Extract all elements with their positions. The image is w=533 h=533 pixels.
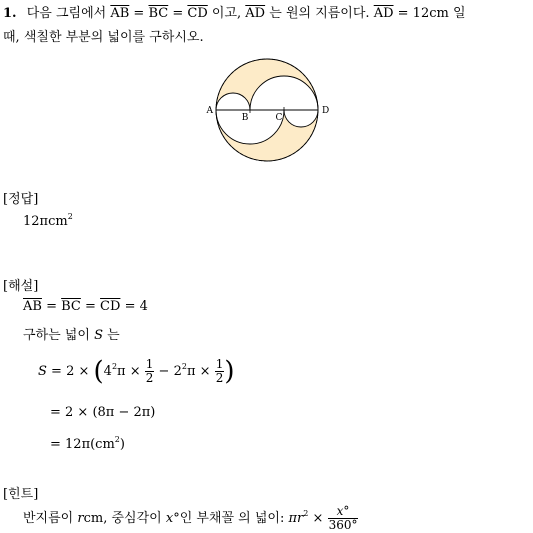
hint-formula: πr: [288, 511, 304, 526]
line2-var: S: [94, 328, 103, 343]
explanation-step3: [50, 435, 125, 452]
hint-x: x: [165, 511, 174, 526]
open-paren: (: [93, 356, 104, 387]
hint-formula-exp: 2: [303, 509, 309, 518]
t1-rest: π ×: [117, 364, 141, 379]
problem-number: 1.: [3, 6, 17, 21]
minus: −: [158, 364, 170, 379]
eq1-ab: $\overline{AB}$: [23, 299, 42, 314]
hint-deg: °: [173, 511, 180, 526]
hint-r: r: [77, 511, 84, 526]
segment-ad-2: $\overline{AD}$: [373, 6, 394, 21]
segment-bc: $\overline{BC}$: [148, 6, 169, 21]
segment-ad: $\overline{AD}$: [245, 6, 266, 21]
explanation-step2: = 2 × (8π − 2π): [50, 405, 156, 420]
fraction-2: [215, 358, 225, 385]
fraction-1-num: 1: [145, 357, 154, 371]
ad-value: = 12cm: [397, 6, 449, 21]
explanation-step1: [38, 352, 234, 387]
answer-value: [23, 212, 73, 229]
problem-text-a: 다음 그림에서: [26, 6, 107, 21]
close-paren: ): [224, 356, 235, 387]
hint-fraction: [328, 505, 359, 532]
hint-fraction-num: x°: [328, 505, 359, 519]
fraction-1: [145, 358, 155, 385]
fraction-2-num: 1: [215, 357, 224, 371]
t1-exp: 2: [111, 362, 118, 371]
explanation-header: [해설]: [3, 279, 39, 294]
step3-post: ): [119, 437, 125, 452]
label-c: C: [275, 113, 283, 123]
shaded-region-bottom: [216, 110, 318, 161]
answer-unit: cm: [48, 214, 68, 229]
line2-post: 는: [107, 328, 120, 343]
t2-base: 2: [173, 364, 182, 379]
step3-pre: = 12π(cm: [50, 437, 115, 452]
hint-header: [힌트]: [3, 487, 39, 502]
problem-line-2: 때, 색칠한 부분의 넓이를 구하시오.: [3, 30, 204, 45]
line2-pre: 구하는 넓이: [23, 328, 90, 343]
step1-var: S: [38, 364, 47, 379]
circle-figure: [200, 52, 340, 170]
label-b: B: [241, 113, 249, 123]
hint-times: ×: [312, 511, 324, 526]
hint-pre: 반지름이: [23, 511, 74, 526]
shaded-region-top: [216, 59, 318, 110]
eq1-bc: $\overline{BC}$: [61, 299, 81, 314]
answer-exponent: 2: [67, 212, 73, 221]
problem-text-d: 일: [452, 6, 466, 21]
fraction-1-den: 2: [145, 371, 154, 385]
problem-text-c: 는 원의 지름이다.: [269, 6, 370, 21]
problem-text-b: 이고,: [211, 6, 242, 21]
segment-ab: $\overline{AB}$: [110, 6, 130, 21]
t2-rest: π ×: [186, 364, 211, 379]
step3-exp: 2: [114, 435, 120, 444]
segment-cd: $\overline{CD}$: [187, 6, 208, 21]
hint-mid: 인 부채꼴 의 넓이:: [179, 511, 285, 526]
explanation-line2: [23, 324, 120, 343]
label-d: D: [322, 106, 330, 116]
fraction-2-den: 2: [215, 371, 224, 385]
hint-r-unit: cm, 중심각이: [83, 511, 162, 526]
eq1-cd: $\overline{CD}$: [100, 299, 121, 314]
hint-fraction-den: 360°: [328, 518, 358, 532]
t2-exp: 2: [181, 362, 187, 371]
step1-eq: = 2 ×: [51, 364, 90, 379]
answer-header: [정답]: [3, 192, 39, 207]
hint-text: [23, 500, 358, 533]
t1-base: 4: [103, 364, 112, 379]
label-a: A: [206, 106, 213, 116]
answer-number: 12π: [23, 214, 49, 229]
eq1-value: = 4: [124, 299, 148, 314]
explanation-eq1: $\overline{AB} = \overline{BC} = \overline{CD} = 4$: [23, 299, 148, 314]
problem-line-1: 1. 다음 그림에서 $\overline{AB} = \overline{BC} = \overline{CD}$ 이고, $\overline{AD}$ 는 원의 지름이다. $\overline{AD} = 12cm$ 일: [3, 6, 466, 21]
